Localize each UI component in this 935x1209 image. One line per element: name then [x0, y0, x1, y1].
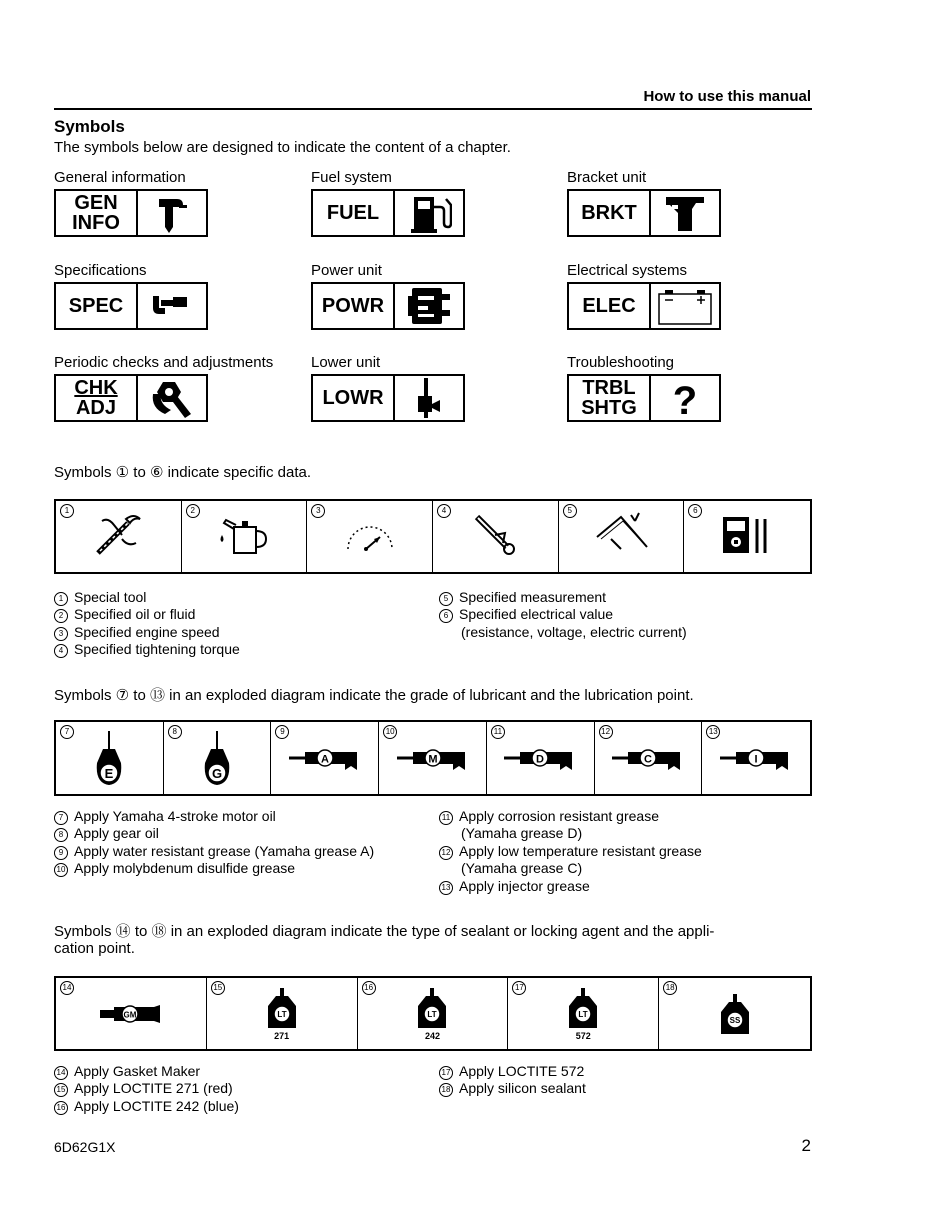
legend-text: Apply low temperature resistant grease [459, 842, 702, 859]
chapter-code-line: CHK [74, 377, 118, 399]
legend-text: Apply gear oil [74, 825, 159, 842]
header-title: How to use this manual [643, 88, 811, 105]
legend-continuation: (resistance, voltage, electric current) [461, 623, 687, 640]
chapter-code-line: POWR [321, 295, 385, 317]
chapter-label: Power unit [311, 262, 382, 279]
legend-number: 7 [54, 811, 68, 825]
lubricant-letter: G [212, 766, 223, 781]
symbol-number: 16 [362, 981, 376, 995]
legend-item [54, 589, 240, 606]
symbol-number: 1 [60, 504, 74, 518]
battery-icon [651, 284, 719, 328]
legend-number: 11 [439, 811, 453, 825]
lubricant-letter: E [105, 766, 114, 781]
chapter-label: Periodic checks and adjustments [54, 354, 274, 371]
lube-symbol-cell [702, 722, 810, 794]
symbol-number: 15 [211, 981, 225, 995]
chapter-code-line: TRBL [582, 377, 636, 399]
legend-number: 16 [54, 1101, 68, 1115]
chapter-code [56, 191, 138, 235]
chapter-label: Specifications [54, 262, 147, 279]
chapter-symbol-fuel [311, 189, 465, 237]
symbol-number: 6 [688, 504, 702, 518]
footer-code: 6D62G1X [54, 1139, 116, 1155]
sealant-legend-left [54, 1063, 239, 1115]
multimeter-icon [717, 509, 777, 564]
chapter-label: General information [54, 169, 186, 186]
chapter-code [56, 376, 138, 420]
sealant-symbol-cell [659, 978, 810, 1049]
legend-number: 4 [54, 644, 68, 658]
sealant-bottle-icon [563, 986, 603, 1030]
chapter-label: Fuel system [311, 169, 392, 186]
sealant-bottle-icon [262, 986, 302, 1030]
lubricant-letter: D [536, 753, 545, 766]
data-symbol-cell [56, 501, 182, 572]
sealant-badge: LT [277, 1010, 287, 1019]
legend-number: 15 [54, 1083, 68, 1097]
section-intro: The symbols below are designed to indicate the content of a chapter. [54, 139, 511, 156]
legend-text: Apply Yamaha 4-stroke motor oil [74, 808, 276, 824]
legend-item [54, 606, 240, 623]
chapter-code [569, 191, 651, 235]
chapter-symbol-trbl-shtg [567, 374, 721, 422]
data-symbol-cell [433, 501, 559, 572]
legend-item [54, 1098, 239, 1115]
chapter-code-line: LOWR [322, 387, 384, 409]
grease-gun-icon [608, 743, 688, 773]
lube-symbol-cell [487, 722, 595, 794]
fuel-pump-icon [395, 191, 463, 235]
chapter-symbol-chk-adj [54, 374, 208, 422]
symbol-number: 14 [60, 981, 74, 995]
sealant-badge: LT [427, 1010, 438, 1019]
legend-item [439, 878, 702, 895]
chapter-code-line: BRKT [581, 202, 637, 224]
lube-symbol-cell [271, 722, 379, 794]
sealant-symbol-cell [207, 978, 358, 1049]
legend-item [54, 825, 374, 842]
sealant-badge: SS [729, 1015, 740, 1025]
chapter-symbol-lowr [311, 374, 465, 422]
sealant-intro-line1: Symbols ⑭ to ⑱ in an exploded diagram indicate the type of sealant or locking agent and the appli- [54, 923, 715, 940]
legend-item [439, 589, 687, 606]
sealant-tube-icon [96, 999, 166, 1029]
chapter-label: Bracket unit [567, 169, 647, 186]
legend-text: Apply Gasket Maker [74, 1063, 201, 1079]
lube-legend-right [439, 808, 702, 895]
legend-continuation: (Yamaha grease C) [461, 860, 583, 877]
header-rule [54, 108, 812, 110]
sealant-caption: 242 [424, 1031, 440, 1041]
chapter-code-line: SHTG [581, 397, 637, 419]
chapter-label: Troubleshooting [567, 354, 675, 371]
data-symbol-cell [684, 501, 810, 572]
lubricant-letter: M [427, 753, 438, 766]
legend-item [54, 624, 240, 641]
symbol-number: 18 [663, 981, 677, 995]
sealant-symbols-row [54, 976, 812, 1051]
legend-item [439, 843, 702, 860]
engine-icon [395, 284, 463, 328]
bracket-icon [651, 191, 719, 235]
chapter-symbol-brkt [567, 189, 721, 237]
data-legend-left [54, 589, 240, 659]
oil-can-icon [214, 509, 274, 564]
chapter-code-line: ADJ [75, 397, 116, 419]
legend-item [54, 843, 374, 860]
special-tool-icon [88, 509, 148, 564]
legend-text: Apply LOCTITE 572 [459, 1063, 585, 1079]
legend-number: 1 [54, 592, 68, 606]
legend-number: 6 [439, 609, 453, 623]
data-symbol-cell [307, 501, 433, 572]
legend-number: 9 [54, 846, 68, 860]
sealant-badge: GM [123, 1010, 137, 1019]
legend-item [54, 860, 374, 877]
page-number: 2 [801, 1136, 811, 1155]
chapter-label: Electrical systems [567, 262, 688, 279]
symbol-number: 2 [186, 504, 200, 518]
legend-number: 13 [439, 881, 453, 895]
lube-symbol-cell [379, 722, 487, 794]
lube-symbol-cell [595, 722, 703, 794]
sealant-legend-right [439, 1063, 586, 1098]
legend-text: Special tool [74, 589, 147, 605]
chapter-code [313, 191, 395, 235]
lubricant-letter: C [643, 753, 652, 766]
symbol-number: 5 [563, 504, 577, 518]
section-title: Symbols [54, 117, 125, 136]
oil-dropper-icon [89, 727, 129, 789]
legend-number: 2 [54, 609, 68, 623]
legend-text: Specified oil or fluid [74, 606, 196, 623]
chapter-code [313, 284, 395, 328]
sealant-caption: 572 [575, 1031, 591, 1041]
sealant-caption: 271 [274, 1031, 290, 1041]
symbol-number: 4 [437, 504, 451, 518]
chapter-code-line: INFO [72, 212, 120, 234]
symbol-number: 11 [491, 725, 505, 739]
legend-continuation: (Yamaha grease D) [461, 825, 583, 842]
outboard-motor-icon [138, 191, 206, 235]
symbol-number: 9 [275, 725, 289, 739]
legend-number: 10 [54, 863, 68, 877]
chapter-code [569, 284, 651, 328]
legend-text: Apply corrosion resistant grease [459, 808, 659, 824]
vernier-caliper-icon [591, 509, 651, 564]
caliper-icon [138, 284, 206, 328]
symbol-number: 12 [599, 725, 613, 739]
grease-gun-icon [716, 743, 796, 773]
legend-text: Specified measurement [459, 589, 607, 605]
oil-dropper-icon [197, 727, 237, 789]
symbol-number: 10 [383, 725, 397, 739]
data-symbol-cell [182, 501, 308, 572]
tachometer-icon [340, 509, 400, 564]
chapter-code [56, 284, 138, 328]
lube-legend-left [54, 808, 374, 878]
symbol-number: 7 [60, 725, 74, 739]
legend-text: Apply water resistant grease (Yamaha grease A) [74, 842, 375, 859]
chapter-code-line: SPEC [68, 295, 124, 317]
sealant-symbol-cell [358, 978, 509, 1049]
chapter-code-line: FUEL [326, 202, 380, 224]
symbol-number: 8 [168, 725, 182, 739]
legend-text: Apply LOCTITE 242 (blue) [74, 1097, 239, 1114]
chapter-symbol-spec [54, 282, 208, 330]
question-icon [651, 376, 719, 420]
grease-gun-icon [500, 743, 580, 773]
legend-item [439, 1080, 586, 1097]
legend-item [439, 1063, 586, 1080]
legend-item [54, 808, 374, 825]
data-symbol-cell [559, 501, 685, 572]
sealant-symbol-cell [56, 978, 207, 1049]
symbol-number: 13 [706, 725, 720, 739]
legend-text: Apply molybdenum disulfide grease [74, 860, 296, 877]
data-legend-right [439, 589, 687, 641]
legend-text: Specified tightening torque [74, 641, 240, 658]
propeller-icon [395, 376, 463, 420]
grease-gun-icon [285, 743, 365, 773]
svg-text:?: ? [672, 379, 698, 420]
legend-number: 12 [439, 846, 453, 860]
legend-text: Specified engine speed [74, 623, 220, 640]
legend-number: 14 [54, 1066, 68, 1080]
data-symbols-row [54, 499, 812, 574]
lubricant-letter: A [320, 753, 329, 766]
lube-symbol-cell [164, 722, 272, 794]
symbol-number: 3 [311, 504, 325, 518]
chapter-code [569, 376, 651, 420]
chapter-code-line: ELEC [582, 295, 636, 317]
legend-number: 5 [439, 592, 453, 606]
chapter-symbol-gen-info [54, 189, 208, 237]
legend-text: Apply silicon sealant [459, 1080, 586, 1097]
legend-item [54, 641, 240, 658]
sealant-intro-line2: cation point. [54, 940, 135, 957]
legend-number: 8 [54, 828, 68, 842]
chapter-code [313, 376, 395, 420]
wrench-nut-icon [138, 376, 206, 420]
legend-item [54, 1080, 239, 1097]
legend-number: 3 [54, 627, 68, 641]
legend-text: Apply injector grease [459, 877, 590, 894]
legend-item [439, 808, 702, 825]
chapter-code-line: GEN [74, 192, 118, 214]
chapter-label: Lower unit [311, 354, 381, 371]
grease-gun-icon [393, 743, 473, 773]
symbol-number: 17 [512, 981, 526, 995]
lubricant-letter: I [754, 753, 758, 766]
legend-item [439, 606, 687, 623]
sealant-symbol-cell [508, 978, 659, 1049]
legend-item [54, 1063, 239, 1080]
lube-symbols-row [54, 720, 812, 796]
lube-symbol-cell [56, 722, 164, 794]
chapter-symbol-powr [311, 282, 465, 330]
lube-symbols-intro: Symbols ⑦ to ⑬ in an exploded diagram indicate the grade of lubricant and the lubrication point. [54, 687, 694, 704]
chapter-symbol-elec [567, 282, 721, 330]
sealant-bottle-icon [412, 986, 452, 1030]
legend-text: Specified electrical value [459, 606, 614, 623]
legend-number: 17 [439, 1066, 453, 1080]
legend-text: Apply LOCTITE 271 (red) [74, 1080, 233, 1097]
legend-number: 18 [439, 1083, 453, 1097]
data-symbols-intro: Symbols ① to ⑥ indicate specific data. [54, 464, 312, 481]
sealant-bottle-icon [715, 992, 755, 1036]
torque-wrench-icon [465, 509, 525, 564]
sealant-badge: LT [578, 1010, 588, 1019]
